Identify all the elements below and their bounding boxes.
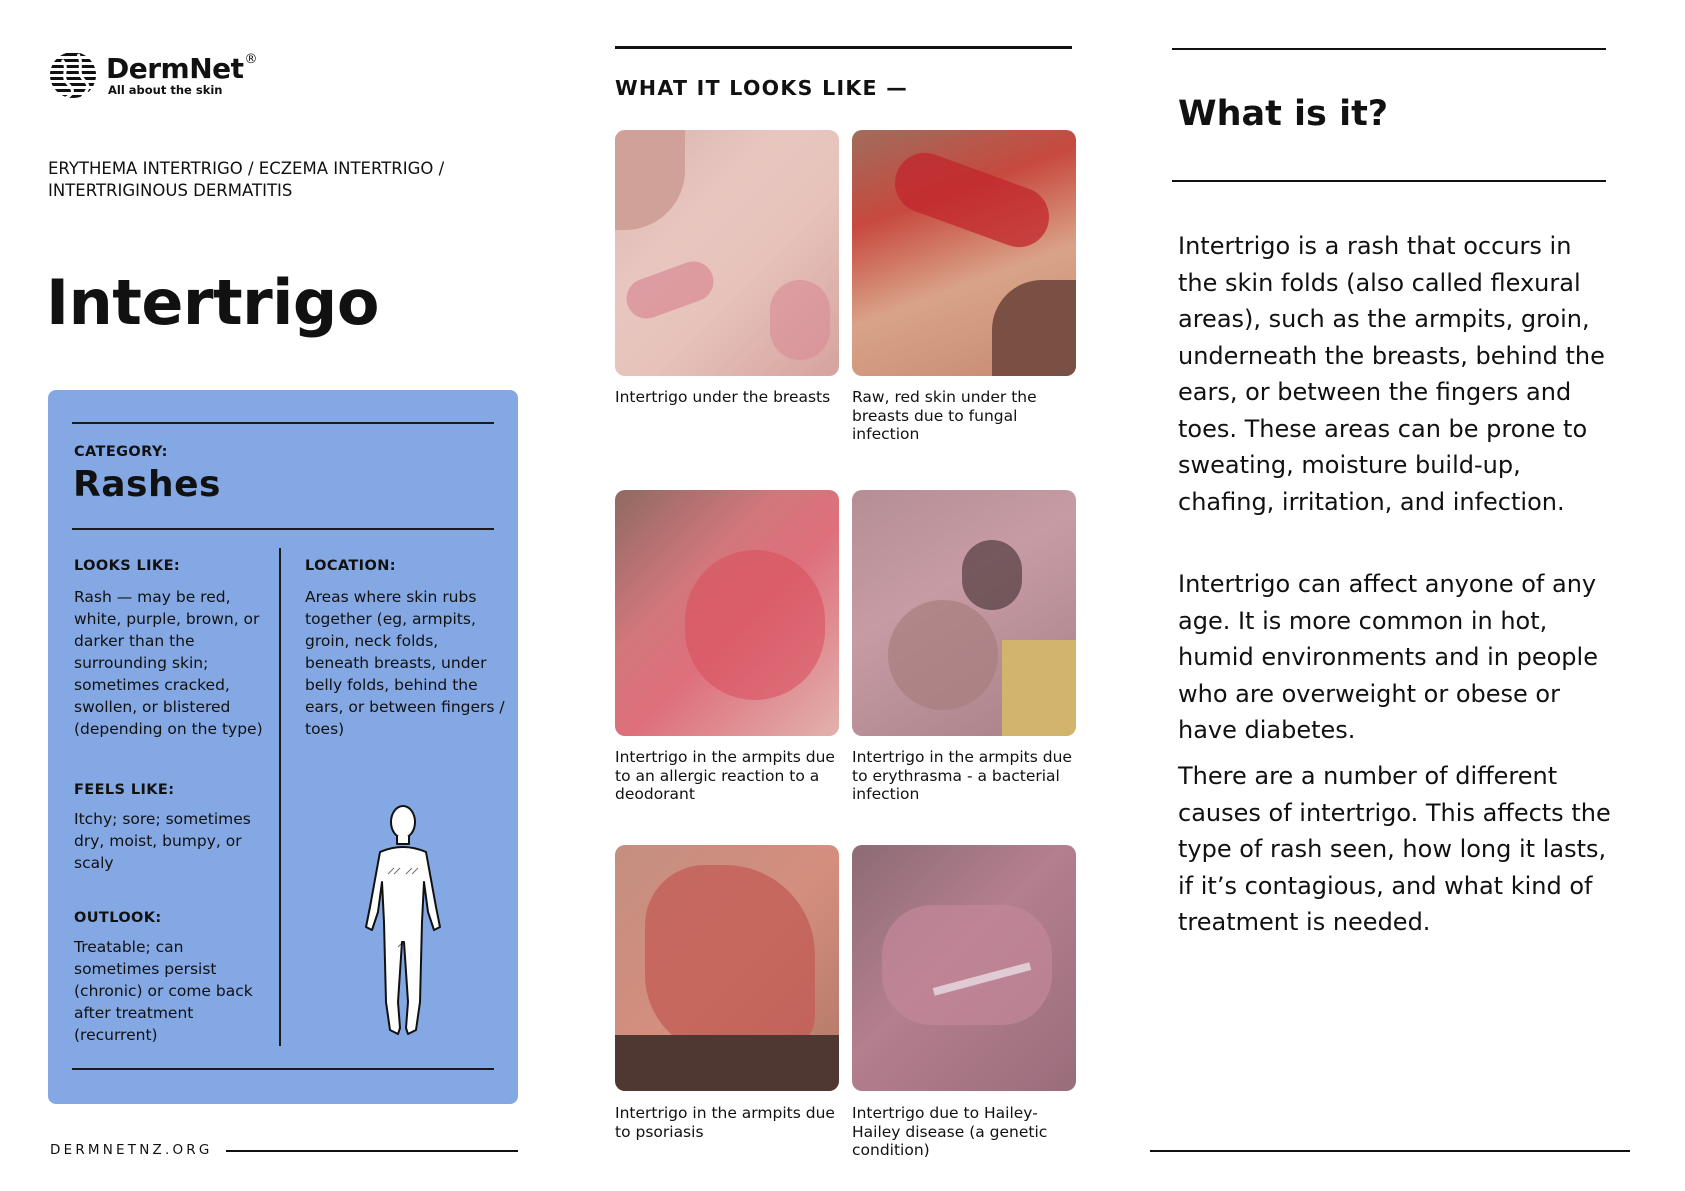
gallery-photo-5[interactable] (615, 845, 839, 1091)
gallery-caption-2: Raw, red skin under the breasts due to fungal infection (852, 388, 1037, 443)
category-value: Rashes (73, 464, 221, 505)
what-paragraph-2: Intertrigo can affect anyone of any age. It is more common in hot, humid environments and in people who are overweight or obese or have diabetes. (1178, 570, 1598, 744)
looks-like-label: LOOKS LIKE: (74, 558, 181, 574)
what-paragraph-1: Intertrigo is a rash that occurs in the skin folds (also called flexural areas), such as the armpits, groin, underneath the breasts, behind the ears, or between the fingers and toes. These areas can be prone to sweating, moisture build-up, chafing, irritation, and infection. (1178, 232, 1605, 516)
category-label: CATEGORY: (74, 444, 168, 460)
outlook-label: OUTLOOK: (74, 910, 162, 926)
footer-rule-left (226, 1150, 518, 1152)
gallery-caption-3: Intertrigo in the armpits due to an allergic reaction to a deodorant (615, 748, 835, 803)
gallery-top-rule (615, 46, 1072, 49)
gallery-photo-6[interactable] (852, 845, 1076, 1091)
logo-registered: ® (244, 52, 258, 67)
logo-tagline: All about the skin (108, 83, 223, 97)
footer-rule-right (1150, 1150, 1630, 1152)
page-title: Intertrigo (46, 266, 379, 339)
gallery-caption-1: Intertrigo under the breasts (615, 388, 831, 406)
gallery-photo-3[interactable] (615, 490, 839, 736)
location-text: Areas where skin rubs together (eg, armpits, groin, neck folds, beneath breasts, under belly folds, behind the ears, or between fingers / toes) (305, 588, 505, 738)
dermnet-globe-logo-icon (48, 50, 98, 100)
looks-like-text: Rash — may be red, white, purple, brown, or darker than the surrounding skin; sometimes cracked, swollen, or blistered (depending on the type) (74, 588, 263, 738)
gallery-photo-1[interactable] (615, 130, 839, 376)
card-column-divider (279, 548, 281, 1046)
gallery-heading: WHAT IT LOOKS LIKE — (615, 76, 909, 100)
summary-card (48, 390, 518, 1104)
what-is-it-heading: What is it? (1178, 94, 1389, 134)
alternate-names: ERYTHEMA INTERTRIGO / ECZEMA INTERTRIGO / INTERTRIGINOUS DERMATITIS (48, 159, 445, 200)
card-rule-mid (72, 528, 494, 530)
gallery-photo-4[interactable] (852, 490, 1076, 736)
gallery-caption-5: Intertrigo in the armpits due to psoriasis (615, 1104, 835, 1141)
feels-like-label: FEELS LIKE: (74, 782, 175, 798)
body-figure-icon (358, 802, 448, 1042)
outlook-text: Treatable; can sometimes persist (chronic) or come back after treatment (recurrent) (74, 938, 253, 1044)
gallery-photo-2[interactable] (852, 130, 1076, 376)
logo-name: DermNet (106, 52, 244, 85)
card-rule-bottom (72, 1068, 494, 1070)
what-paragraph-3: There are a number of different causes of intertrigo. This affects the type of rash seen, how long it lasts, if it’s contagious, and what kind of treatment is needed. (1178, 762, 1611, 936)
dermnet-logo[interactable] (48, 48, 268, 102)
gallery-caption-4: Intertrigo in the armpits due to erythrasma - a bacterial infection (852, 748, 1072, 803)
what-mid-rule (1172, 180, 1606, 182)
footer-url[interactable]: DERMNETNZ.ORG (50, 1142, 213, 1158)
what-top-rule (1172, 48, 1606, 50)
feels-like-text: Itchy; sore; sometimes dry, moist, bumpy, or scaly (74, 810, 251, 872)
card-rule-top (72, 422, 494, 424)
gallery-caption-6: Intertrigo due to Hailey-Hailey disease (a genetic condition) (852, 1104, 1048, 1159)
location-label: LOCATION: (305, 558, 396, 574)
